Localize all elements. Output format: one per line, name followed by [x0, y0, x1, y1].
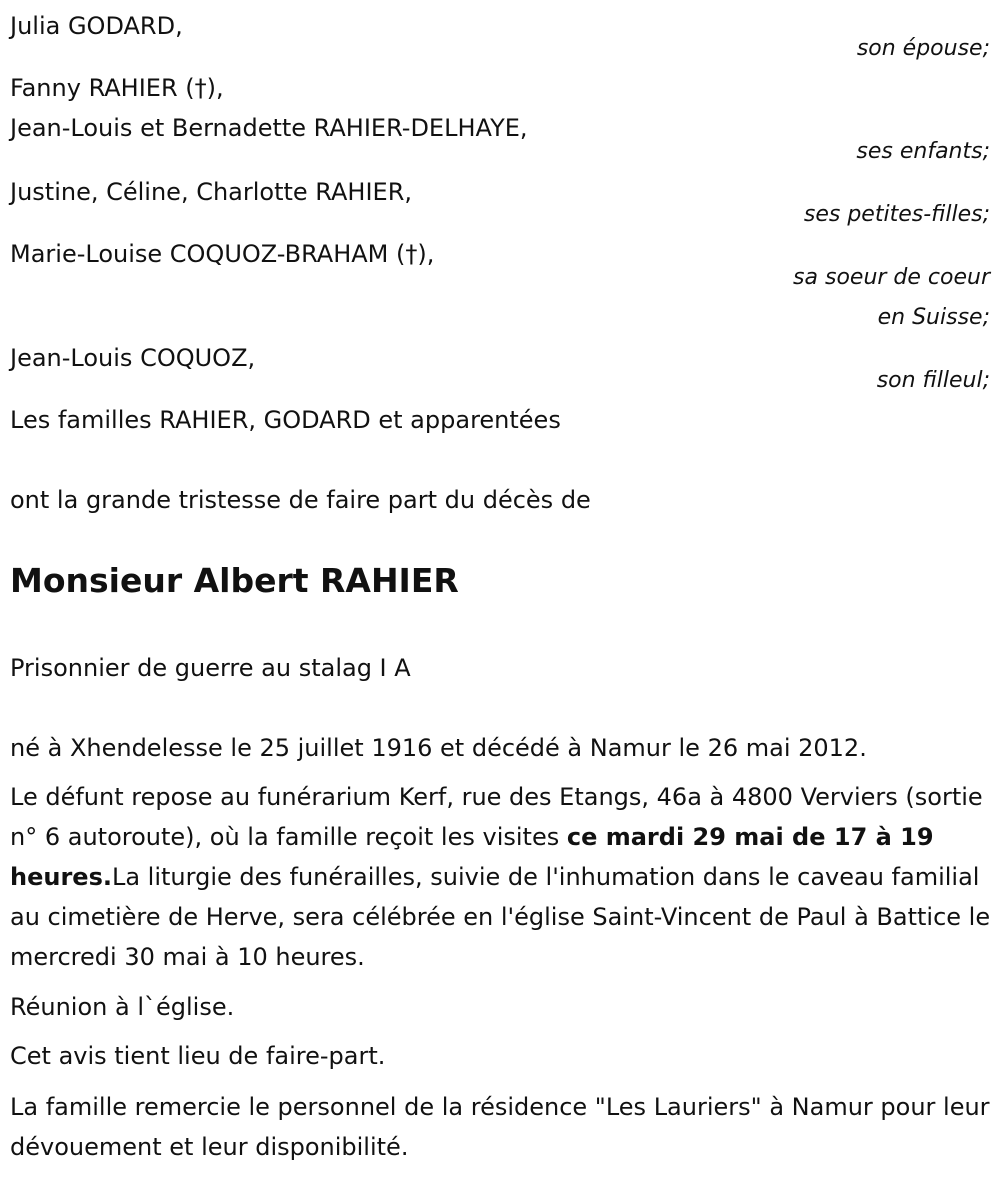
child-name-1: Fanny RAHIER (†), — [10, 74, 224, 102]
spouse-role: son épouse; — [856, 36, 990, 61]
sister-role-line-1: sa soeur de coeur — [793, 265, 990, 290]
child-name-2: Jean-Louis et Bernadette RAHIER-DELHAYE, — [10, 114, 528, 142]
meeting-line: Réunion à l`église. — [10, 993, 235, 1021]
children-role: ses enfants; — [856, 139, 990, 164]
spouse-name: Julia GODARD, — [10, 12, 183, 40]
funeral-paragraph — [10, 777, 995, 977]
sister-name: Marie-Louise COQUOZ-BRAHAM (†), — [10, 240, 435, 268]
visit-times: ce mardi 29 mai de 17 à 19 heures. — [10, 823, 934, 891]
sister-role-line-2: en Suisse; — [877, 305, 990, 330]
thanks-paragraph: La famille remercie le personnel de la résidence "Les Lauriers" à Namur pour leur dévouement et leur disponibilité. — [10, 1093, 990, 1161]
notice-line: Cet avis tient lieu de faire-part. — [10, 1042, 386, 1070]
deceased-name: Monsieur Albert RAHIER — [10, 561, 459, 600]
granddaughters-role: ses petites-filles; — [803, 202, 990, 227]
deceased-title: Prisonnier de guerre au stalag I A — [10, 654, 411, 682]
liturgy-text: La liturgie des funérailles, suivie de l'inhumation dans le caveau familial au cimetière de Herve, sera célébrée en l'église Saint-Vincent de Paul à Battice le mercredi 30 mai à 10 heures. — [10, 863, 991, 971]
granddaughters-names: Justine, Céline, Charlotte RAHIER, — [10, 178, 413, 206]
announcement-text: ont la grande tristesse de faire part du décès de — [10, 486, 591, 514]
families-line: Les familles RAHIER, GODARD et apparentées — [10, 406, 561, 434]
godson-role: son filleul; — [876, 368, 990, 393]
repose-text: Le défunt repose au funérarium Kerf, rue des Etangs, 46a à 4800 Verviers (sortie n° 6 autoroute), où la famille reçoit les visites — [10, 783, 983, 851]
birth-death-line: né à Xhendelesse le 25 juillet 1916 et décédé à Namur le 26 mai 2012. — [10, 734, 867, 762]
godson-name: Jean-Louis COQUOZ, — [10, 344, 256, 372]
